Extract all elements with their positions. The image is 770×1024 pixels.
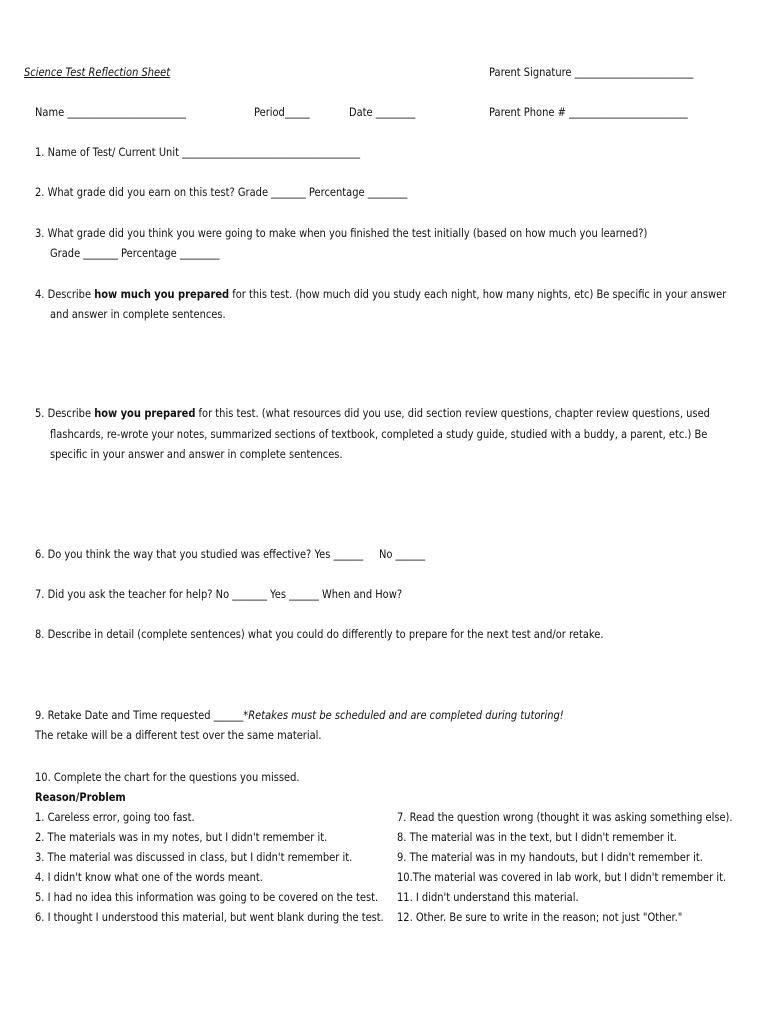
- question-8: 8. Describe in detail (complete sentences) what you could do differently to prepare for the next test and/or retake.: [35, 627, 604, 641]
- reason-item: 10.The material was covered in lab work, but I didn't remember it.: [397, 870, 727, 884]
- question-9-prefix: 9. Retake Date and Time requested ______: [35, 708, 244, 722]
- reason-item: 12. Other. Be sure to write in the reason; not just "Other.": [397, 910, 683, 924]
- date-field[interactable]: Date ________: [349, 105, 416, 119]
- question-9: [35, 708, 564, 722]
- question-2: 2. What grade did you earn on this test? Grade _______ Percentage ________: [35, 185, 408, 199]
- reason-item: 3. The material was discussed in class, but I didn't remember it.: [35, 850, 353, 864]
- question-5-emphasis: how you prepared: [94, 406, 196, 420]
- question-3: 3. What grade did you think you were going to make when you finished the test initially (based on how much you learned?): [35, 226, 648, 240]
- sheet-title: Science Test Reflection Sheet: [24, 65, 171, 79]
- parent-phone-field[interactable]: Parent Phone # ________________________: [489, 105, 688, 119]
- retake-notice: *Retakes must be scheduled and are completed during tutoring!: [243, 708, 564, 722]
- question-5-prefix: 5. Describe: [35, 406, 95, 420]
- question-6: 6. Do you think the way that you studied was effective? Yes ______ No ______: [35, 547, 426, 561]
- reason-item: 8. The material was in the text, but I didn't remember it.: [397, 830, 677, 844]
- question-4-emphasis: how much you prepared: [94, 287, 230, 301]
- question-9-line-2: The retake will be a different test over the same material.: [35, 728, 322, 742]
- question-3-grade: Grade _______ Percentage ________: [50, 246, 220, 260]
- reason-item: 5. I had no idea this information was going to be covered on the test.: [35, 890, 379, 904]
- reason-item: 11. I didn't understand this material.: [397, 890, 579, 904]
- question-1: 1. Name of Test/ Current Unit ____________________________________: [35, 145, 361, 159]
- question-4-text: for this test. (how much did you study each night, how many nights, etc) Be specific in your answer: [229, 287, 727, 301]
- parent-signature-field[interactable]: Parent Signature ________________________: [489, 65, 694, 79]
- reason-item: 7. Read the question wrong (thought it was asking something else).: [397, 810, 733, 824]
- question-5: [35, 406, 710, 420]
- reason-heading: Reason/Problem: [35, 790, 126, 804]
- reason-item: 1. Careless error, going too fast.: [35, 810, 195, 824]
- question-4-prefix: 4. Describe: [35, 287, 95, 301]
- reason-item: 9. The material was in my handouts, but I didn't remember it.: [397, 850, 703, 864]
- reason-item: 4. I didn't know what one of the words meant.: [35, 870, 263, 884]
- student-name-field[interactable]: Name ________________________: [35, 105, 187, 119]
- question-7: 7. Did you ask the teacher for help? No _______ Yes ______ When and How?: [35, 587, 403, 601]
- question-5-text: for this test. (what resources did you use, did section review questions, chapter review questions, used: [195, 406, 710, 420]
- question-5-line-3: specific in your answer and answer in complete sentences.: [50, 447, 343, 461]
- question-10: 10. Complete the chart for the questions you missed.: [35, 770, 300, 784]
- question-5-line-2: flashcards, re-wrote your notes, summarized sections of textbook, completed a study guide, studied with a buddy, a parent, etc.) Be: [50, 427, 708, 441]
- reason-item: 2. The materials was in my notes, but I didn't remember it.: [35, 830, 328, 844]
- question-4-line-2: and answer in complete sentences.: [50, 307, 226, 321]
- question-4: [35, 287, 726, 301]
- reason-item: 6. I thought I understood this material, but went blank during the test.: [35, 910, 384, 924]
- period-field[interactable]: Period_____: [254, 105, 310, 119]
